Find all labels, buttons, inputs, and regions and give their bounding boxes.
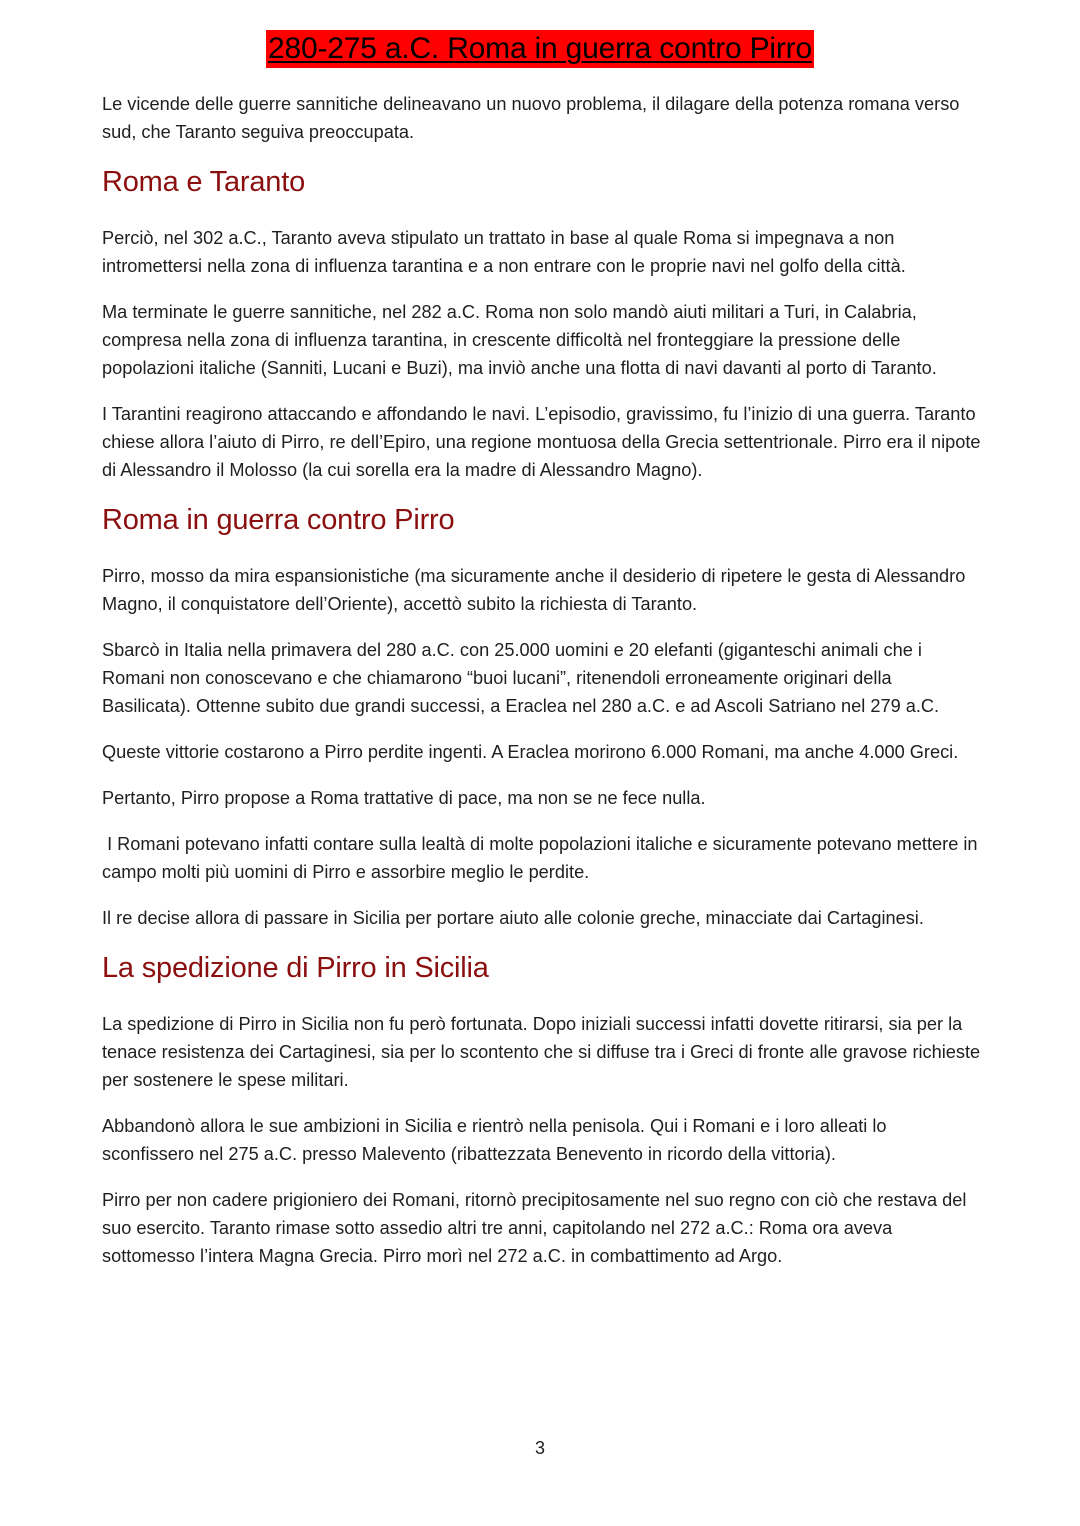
section-heading-roma-e-taranto: Roma e Taranto [102, 166, 306, 198]
section-heading-spedizione-sicilia: La spedizione di Pirro in Sicilia [102, 952, 489, 984]
paragraph: Pirro, mosso da mira espansionistiche (ma sicuramente anche il desiderio di ripetere le gesta di Alessandro Magno, il conquistatore dell’Oriente), accettò subito la richiesta di Taranto. [102, 566, 966, 614]
paragraph: Il re decise allora di passare in Sicilia per portare aiuto alle colonie greche, minacciate dai Cartaginesi. [102, 908, 924, 928]
title-container [0, 30, 1080, 68]
paragraph: Abbandonò allora le sue ambizioni in Sicilia e rientrò nella penisola. Qui i Romani e i loro alleati lo sconfissero nel 275 a.C. presso Malevento (ribattezzata Benevento in ricordo della vittoria). [102, 1116, 887, 1164]
paragraph: La spedizione di Pirro in Sicilia non fu però fortunata. Dopo iniziali successi infatti dovette ritirarsi, sia per la tenace resistenza dei Cartaginesi, sia per lo scontento che si diffuse tra i Greci di fronte alle gravose richieste per sostenere le spese militari. [102, 1014, 981, 1090]
document-body [102, 90, 982, 1288]
paragraph: Ma terminate le guerre sannitiche, nel 282 a.C. Roma non solo mandò aiuti militari a Turi, in Calabria, compresa nella zona di influenza tarantina, in crescente difficoltà nel fronteggiare la pressione delle popolazioni italiche (Sanniti, Lucani e Buzi), ma inviò anche una flotta di navi davanti al porto di Taranto. [102, 302, 937, 378]
paragraph: Sbarcò in Italia nella primavera del 280 a.C. con 25.000 uomini e 20 elefanti (giganteschi animali che i Romani non conoscevano e che chiamarono “buoi lucani”, ritenendoli erroneamente originari della Basilicata). Ottenne subito due grandi successi, a Eraclea nel 280 a.C. e ad Ascoli Satriano nel 279 a.C. [102, 640, 940, 716]
paragraph: Pertanto, Pirro propose a Roma trattative di pace, ma non se ne fece nulla. [102, 788, 706, 808]
paragraph: Pirro per non cadere prigioniero dei Romani, ritornò precipitosamente nel suo regno con ciò che restava del suo esercito. Taranto rimase sotto assedio altri tre anni, capitolando nel 272 a.C.: Roma ora aveva sottomesso l’intera Magna Grecia. Pirro morì nel 272 a.C. in combattimento ad Argo. [102, 1190, 967, 1266]
intro-paragraph: Le vicende delle guerre sannitiche delineavano un nuovo problema, il dilagare della potenza romana verso sud, che Taranto seguiva preoccupata. [102, 94, 960, 142]
section-heading-roma-in-guerra: Roma in guerra contro Pirro [102, 504, 455, 536]
page-number: 3 [534, 1438, 545, 1458]
paragraph: I Tarantini reagirono attaccando e affondando le navi. L’episodio, gravissimo, fu l’inizio di una guerra. Taranto chiese allora l’aiuto di Pirro, re dell’Epiro, una regione montuosa della Grecia settentrionale. Pirro era il nipote di Alessandro il Molosso (la cui sorella era la madre di Alessandro Magno). [102, 404, 981, 480]
page-title: 280-275 a.C. Roma in guerra contro Pirro [266, 30, 814, 68]
paragraph: I Romani potevano infatti contare sulla lealtà di molte popolazioni italiche e sicuramente potevano mettere in campo molti più uomini di Pirro e assorbire meglio le perdite. [102, 834, 983, 882]
paragraph: Perciò, nel 302 a.C., Taranto aveva stipulato un trattato in base al quale Roma si impegnava a non intromettersi nella zona di influenza tarantina e a non entrare con le proprie navi nel golfo della città. [102, 228, 906, 276]
paragraph: Queste vittorie costarono a Pirro perdite ingenti. A Eraclea morirono 6.000 Romani, ma anche 4.000 Greci. [102, 742, 959, 762]
